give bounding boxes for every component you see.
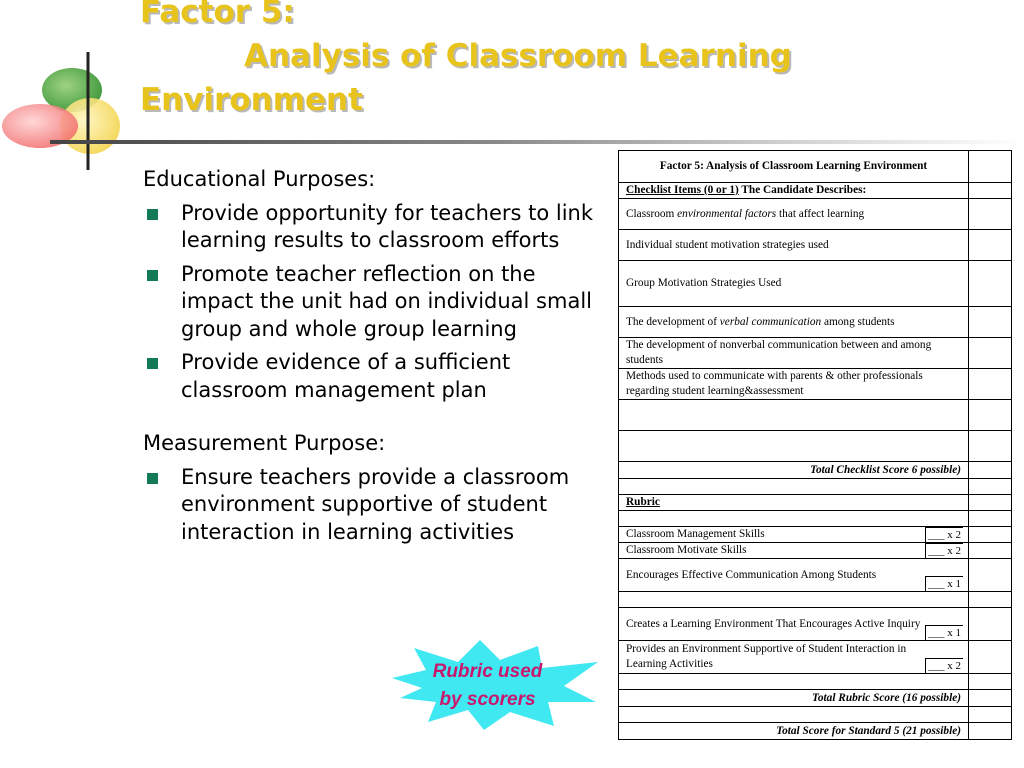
square-bullet-icon xyxy=(147,473,158,484)
rubric-row xyxy=(619,543,1012,559)
item-text: that affect learning xyxy=(776,207,865,220)
bullet-item xyxy=(143,261,593,344)
callout-line-2: by scorers xyxy=(439,689,536,710)
table-row xyxy=(619,400,1012,431)
item-text: Classroom xyxy=(626,207,678,220)
empty-cell xyxy=(619,674,969,690)
score-cell xyxy=(969,690,1012,707)
bullet-text: Promote teacher reflection on the impact the unit had on individual small group and whole group learning xyxy=(181,261,592,341)
checklist-item: Individual student motivation strategies used xyxy=(619,230,969,261)
table-header-row xyxy=(619,151,1012,183)
score-cell xyxy=(969,230,1012,261)
score-cell xyxy=(969,707,1012,723)
score-cell xyxy=(969,674,1012,690)
decorative-logo xyxy=(0,48,130,178)
rubric-row xyxy=(619,527,1012,543)
table-header: Factor 5: Analysis of Classroom Learning Environment xyxy=(619,151,969,183)
checklist-item: The development of nonverbal communication between and among students xyxy=(619,338,969,369)
item-text-emphasis: environmental factors xyxy=(677,207,777,220)
score-cell xyxy=(969,199,1012,230)
checklist-item xyxy=(619,199,969,230)
spacer-row xyxy=(619,592,1012,608)
empty-cell xyxy=(619,592,969,608)
item-text: The development of xyxy=(626,315,720,328)
square-bullet-icon xyxy=(147,358,158,369)
square-bullet-icon xyxy=(147,209,158,220)
checklist-label xyxy=(619,183,969,199)
bullet-text: Provide evidence of a sufficient classroom management plan xyxy=(181,350,511,402)
score-cell xyxy=(969,151,1012,183)
empty-cell xyxy=(619,479,969,495)
checklist-item: Group Motivation Strategies Used xyxy=(619,261,969,307)
spacer-row xyxy=(619,511,1012,527)
section-heading-educational: Educational Purposes: xyxy=(143,167,376,191)
rubric-item-label: Creates a Learning Environment That Encourages Active Inquiry xyxy=(626,617,921,630)
score-cell xyxy=(969,431,1012,462)
bullet-text: Ensure teachers provide a classroom environment supportive of student interaction in learning activities xyxy=(181,464,570,544)
candidate-describes-label: The Candidate Describes: xyxy=(738,184,867,196)
slide-body xyxy=(143,166,593,552)
empty-cell xyxy=(619,431,969,462)
score-cell xyxy=(969,723,1012,740)
score-cell xyxy=(969,559,1012,592)
square-bullet-icon xyxy=(147,270,158,281)
bullet-item xyxy=(143,349,593,404)
checklist-label-row xyxy=(619,183,1012,199)
rubric-item-label: Classroom Management Skills xyxy=(626,528,765,540)
slide-title xyxy=(140,0,900,122)
rubric-multiplier: ___ x 2 xyxy=(925,527,963,542)
grand-total-label: Total Score for Standard 5 (21 possible) xyxy=(619,723,969,740)
empty-cell xyxy=(619,707,969,723)
table-row xyxy=(619,369,1012,400)
rubric-multiplier: ___ x 2 xyxy=(925,658,963,673)
rubric-item-label: Encourages Effective Communication Among Students xyxy=(626,568,877,581)
checklist-total-row xyxy=(619,462,1012,479)
spacer-row xyxy=(619,479,1012,495)
rubric-item xyxy=(619,608,969,641)
title-line-3: Environment xyxy=(140,82,363,118)
score-cell xyxy=(969,495,1012,511)
grand-total-row xyxy=(619,723,1012,740)
bullet-item xyxy=(143,200,593,255)
rubric-item-label: Classroom Motivate Skills xyxy=(626,544,747,556)
checklist-item xyxy=(619,307,969,338)
measurement-bullet-list xyxy=(143,464,593,547)
score-cell xyxy=(969,183,1012,199)
section-heading-measurement: Measurement Purpose: xyxy=(143,431,386,455)
score-cell xyxy=(969,527,1012,543)
title-line-2: Analysis of Classroom Learning xyxy=(244,38,792,74)
item-text-emphasis: verbal communication xyxy=(719,315,822,328)
educational-bullet-list xyxy=(143,200,593,405)
table-row xyxy=(619,199,1012,230)
table-row xyxy=(619,307,1012,338)
rubric-multiplier: ___ x 1 xyxy=(925,625,963,640)
rubric-item xyxy=(619,543,969,559)
empty-cell xyxy=(619,400,969,431)
title-line-1: Factor 5: xyxy=(140,0,295,30)
rubric-callout-label xyxy=(405,658,570,714)
bullet-text: Provide opportunity for teachers to link learning results to classroom efforts xyxy=(181,200,594,252)
score-cell xyxy=(969,307,1012,338)
rubric-item xyxy=(619,641,969,674)
rubric-item xyxy=(619,559,969,592)
score-cell xyxy=(969,462,1012,479)
rubric-label: Rubric xyxy=(619,495,969,511)
rubric-multiplier: ___ x 2 xyxy=(925,543,963,558)
score-cell xyxy=(969,369,1012,400)
score-cell xyxy=(969,592,1012,608)
bullet-item xyxy=(143,464,593,547)
score-cell xyxy=(969,511,1012,527)
rubric-label-row xyxy=(619,495,1012,511)
rubric-row xyxy=(619,641,1012,674)
score-cell xyxy=(969,543,1012,559)
checklist-items-label: Checklist Items (0 or 1) xyxy=(626,184,739,196)
table-row xyxy=(619,261,1012,307)
empty-cell xyxy=(619,511,969,527)
callout-line-1: Rubric used xyxy=(432,661,543,682)
score-cell xyxy=(969,261,1012,307)
rubric-item-label: Provides an Environment Supportive of Student Interaction in Learning Activities xyxy=(626,643,907,670)
table-row xyxy=(619,431,1012,462)
score-cell xyxy=(969,641,1012,674)
rubric-item xyxy=(619,527,969,543)
score-cell xyxy=(969,338,1012,369)
score-cell xyxy=(969,400,1012,431)
table-row xyxy=(619,230,1012,261)
score-cell xyxy=(969,608,1012,641)
title-underline xyxy=(50,140,1024,144)
checklist-item: Methods used to communicate with parents & other professionals regarding student learning&assessment xyxy=(619,369,969,400)
table-row xyxy=(619,338,1012,369)
rubric-total-label: Total Rubric Score (16 possible) xyxy=(619,690,969,707)
rubric-multiplier: ___ x 1 xyxy=(925,576,963,591)
score-cell xyxy=(969,479,1012,495)
rubric-row xyxy=(619,559,1012,592)
rubric-row xyxy=(619,608,1012,641)
factor5-scoring-table xyxy=(618,150,1012,740)
rubric-total-row xyxy=(619,690,1012,707)
spacer-row xyxy=(619,707,1012,723)
item-text: among students xyxy=(821,315,895,328)
checklist-total-label: Total Checklist Score 6 possible) xyxy=(619,462,969,479)
spacer-row xyxy=(619,674,1012,690)
